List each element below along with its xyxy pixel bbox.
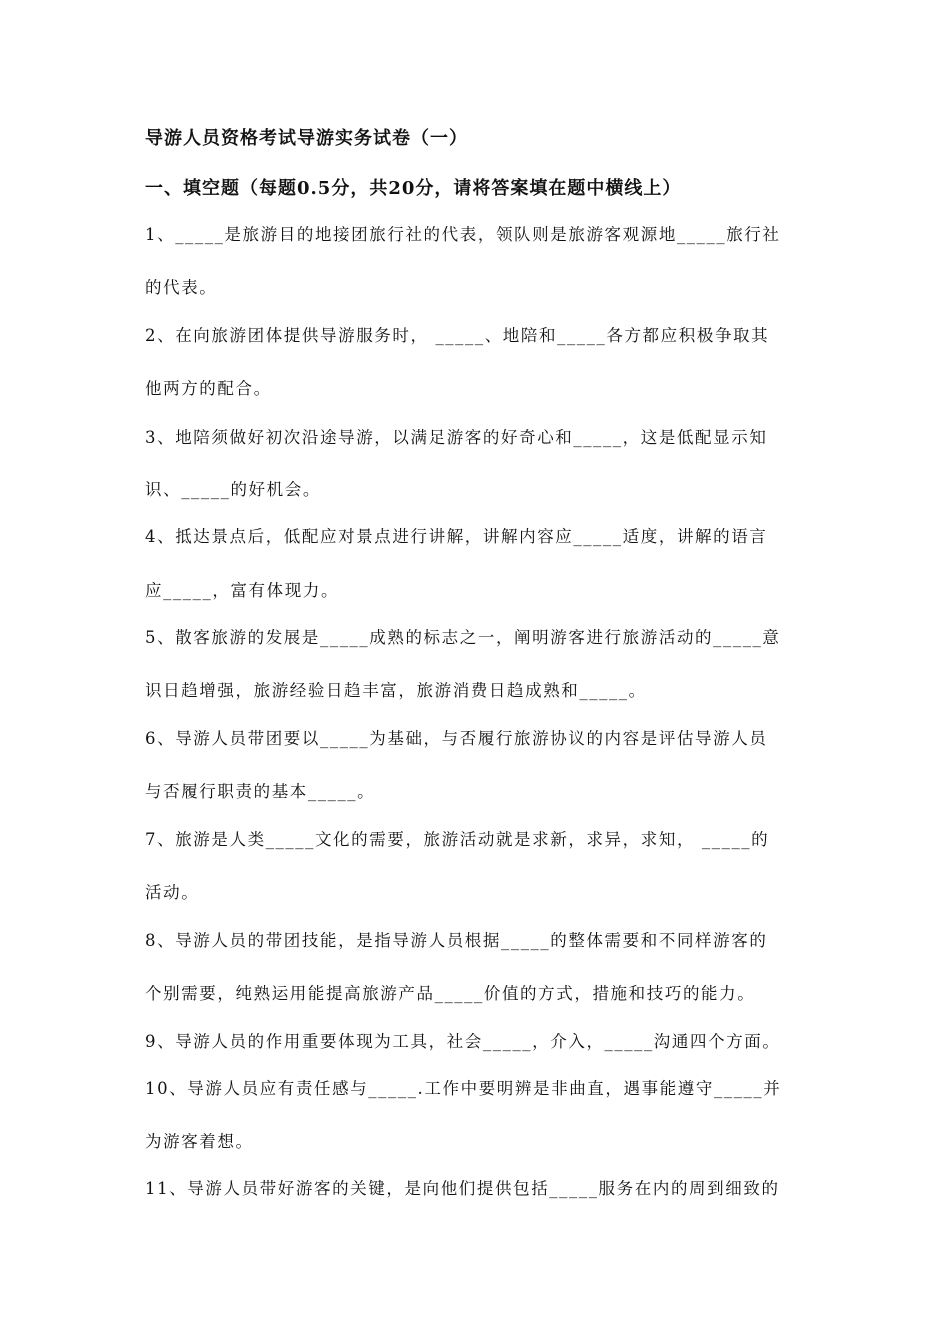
- question-text-line: 8、导游人员的带团技能，是指导游人员根据_____的整体需要和不同样游客的: [145, 931, 768, 950]
- question-text-line: 他两方的配合。: [145, 379, 272, 398]
- question-text-line: 1、_____是旅游目的地接团旅行社的代表，领队则是旅游客观源地_____旅行社: [145, 225, 781, 244]
- question-text-line: 4、抵达景点后，低配应对景点进行讲解，讲解内容应_____适度，讲解的语言: [145, 527, 768, 546]
- question-text-line: 个别需要，纯熟运用能提高旅游产品_____价值的方式，措施和技巧的能力。: [145, 984, 756, 1003]
- question-text-line: 活动。: [145, 883, 200, 902]
- question-text-line: 3、地陪须做好初次沿途导游，以满足游客的好奇心和_____，这是低配显示知: [145, 428, 768, 447]
- question-text-line: 识日趋增强，旅游经验日趋丰富，旅游消费日趋成熟和_____。: [145, 681, 647, 700]
- section-heading-fill-in-blanks: 一、填空题（每题0.5分，共20分，请将答案填在题中横线上）: [145, 178, 682, 199]
- question-text-line: 11、导游人员带好游客的关键，是向他们提供包括_____服务在内的周到细致的: [145, 1179, 780, 1198]
- question-text-line: 与否履行职责的基本_____。: [145, 782, 376, 801]
- question-text-line: 6、导游人员带团要以_____为基础，与否履行旅游协议的内容是评估导游人员: [145, 729, 768, 748]
- question-text-line: 7、旅游是人类_____文化的需要，旅游活动就是求新，求异，求知， _____的: [145, 830, 770, 849]
- question-text-line: 10、导游人员应有责任感与_____.工作中要明辨是非曲直，遇事能遵守_____并: [145, 1079, 782, 1098]
- question-text-line: 为游客着想。: [145, 1132, 254, 1151]
- exam-title: 导游人员资格考试导游实务试卷（一）: [145, 128, 468, 149]
- question-text-line: 应_____，富有体现力。: [145, 581, 340, 600]
- question-text-line: 9、导游人员的作用重要体现为工具，社会_____，介入，_____沟通四个方面。: [145, 1032, 781, 1051]
- question-text-line: 2、在向旅游团体提供导游服务时， _____、地陪和_____各方都应积极争取其: [145, 326, 770, 345]
- question-text-line: 识、_____的好机会。: [145, 480, 321, 499]
- question-text-line: 的代表。: [145, 278, 218, 297]
- question-text-line: 5、散客旅游的发展是_____成熟的标志之一，阐明游客进行旅游活动的_____意: [145, 628, 781, 647]
